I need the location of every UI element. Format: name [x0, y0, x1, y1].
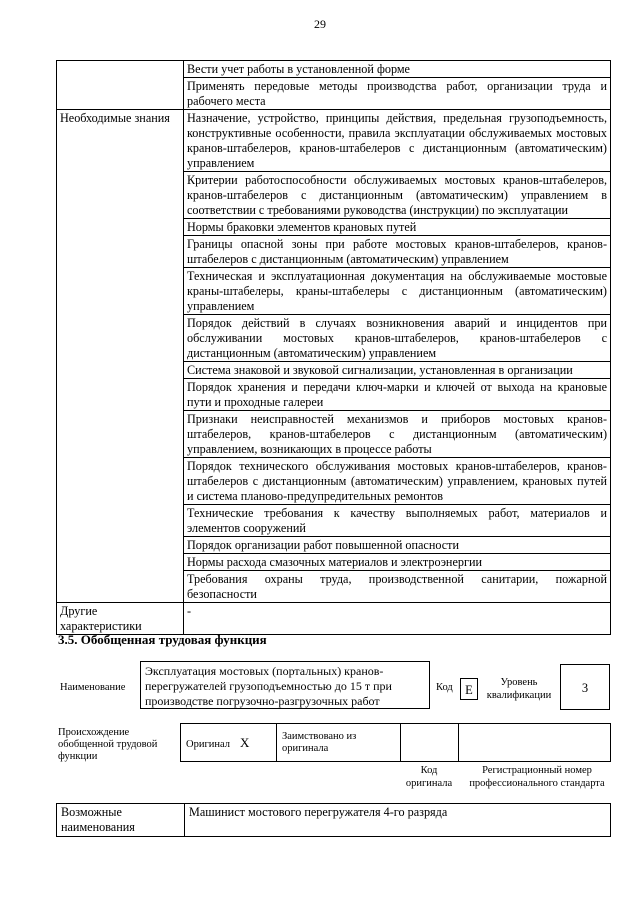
- possible-names-label: Возможные наименования: [57, 804, 185, 837]
- page-number: 29: [314, 17, 326, 31]
- row-text: -: [184, 603, 611, 635]
- row-text: Порядок технического обслуживания мостовых кранов-штабелеров, кранов-штабелеров с дистанционным (автоматическим) управлением, крановых путей и система планово-предупредительных ремонтов: [184, 458, 611, 505]
- row-text: Нормы браковки элементов крановых путей: [184, 219, 611, 236]
- row-text: Применять передовые методы производства работ, организации труда и рабочего места: [184, 78, 611, 110]
- original-mark: X: [240, 734, 250, 750]
- original-label: Оригинал: [186, 738, 230, 750]
- possible-names-value: Машинист мостового перегружателя 4-го разряда: [185, 804, 611, 837]
- origin-table: [180, 723, 611, 762]
- qualification-level-field: 3: [560, 664, 610, 710]
- original-cell: [181, 724, 277, 762]
- row-text: Техническая и эксплуатационная документация на обслуживаемые мостовые краны-штабелеры, краны-штабелеры с дистанционным (автоматическим) управлением: [184, 268, 611, 315]
- registration-number-caption: Регистрационный номер профессионального стандарта: [469, 765, 605, 789]
- row-text: Назначение, устройство, принципы действия, предельная грузоподъемность, конструктивные особенности, правила эксплуатации обслуживаемых мостовых кранов-штабелеров, кранов-штабелеров с дистанционным (автоматическим) управлением: [184, 110, 611, 172]
- row-text: Технические требования к качеству выполняемых работ, материалов и элементов сооружений: [184, 505, 611, 537]
- row-text: Вести учет работы в установленной форме: [184, 61, 611, 78]
- code-label: Код: [436, 682, 453, 693]
- requirements-table: [56, 60, 611, 635]
- row-text: Нормы расхода смазочных материалов и электроэнергии: [184, 554, 611, 571]
- function-name-field: Эксплуатация мостовых (портальных) кранов-перегружателей грузоподъемностью до 15 т при производстве погрузочно-разгрузочных работ: [140, 661, 430, 709]
- row-text: Порядок хранения и передачи ключ-марки и ключей от выхода на крановые пути и проходные галереи: [184, 379, 611, 411]
- row-label: Необходимые знания: [57, 110, 184, 603]
- row-text: Требования охраны труда, производственной санитарии, пожарной безопасности: [184, 571, 611, 603]
- row-text: Порядок организации работ повышенной опасности: [184, 537, 611, 554]
- qualification-level-label: Уровень квалификации: [486, 677, 552, 701]
- name-label: Наименование: [60, 682, 126, 693]
- row-text: Система знаковой и звуковой сигнализации, установленная в организации: [184, 362, 611, 379]
- borrowed-cell: [277, 724, 401, 762]
- possible-names-table: [56, 803, 611, 837]
- row-text: Критерии работоспособности обслуживаемых мостовых кранов-штабелеров, кранов-штабелеров с дистанционным (автоматическим) управлением в соответствии с требованиями руководства (инструкции) по эксплуатации: [184, 172, 611, 219]
- row-text: Порядок действий в случаях возникновения аварий и инцидентов при обслуживании мостовых кранов-штабелеров, кранов-штабелеров с дистанционным (автоматическим) управлением: [184, 315, 611, 362]
- section-heading: 3.5. Обобщенная трудовая функция: [58, 632, 267, 647]
- row-text: Границы опасной зоны при работе мостовых кранов-штабелеров, кранов-штабелеров с дистанционным (автоматическим) управлением: [184, 236, 611, 268]
- table-row: [57, 603, 611, 635]
- original-code-cell: [401, 724, 459, 762]
- row-text: Признаки неисправностей механизмов и приборов мостовых кранов-штабелеров, кранов-штабелеров с дистанционным (автоматическим) управлением, возникающих в процессе работы: [184, 411, 611, 458]
- row-label: Другие характеристики: [57, 603, 184, 635]
- original-code-caption: Код оригинала: [405, 765, 453, 789]
- row-label: [57, 61, 184, 110]
- registration-number-cell: [459, 724, 611, 762]
- table-row: [57, 110, 611, 172]
- code-value-field: E: [460, 678, 478, 700]
- table-row: [57, 61, 611, 78]
- borrowed-label: Заимствовано из оригинала: [282, 730, 357, 754]
- origin-label: Происхождение обобщенной трудовой функции: [58, 727, 158, 762]
